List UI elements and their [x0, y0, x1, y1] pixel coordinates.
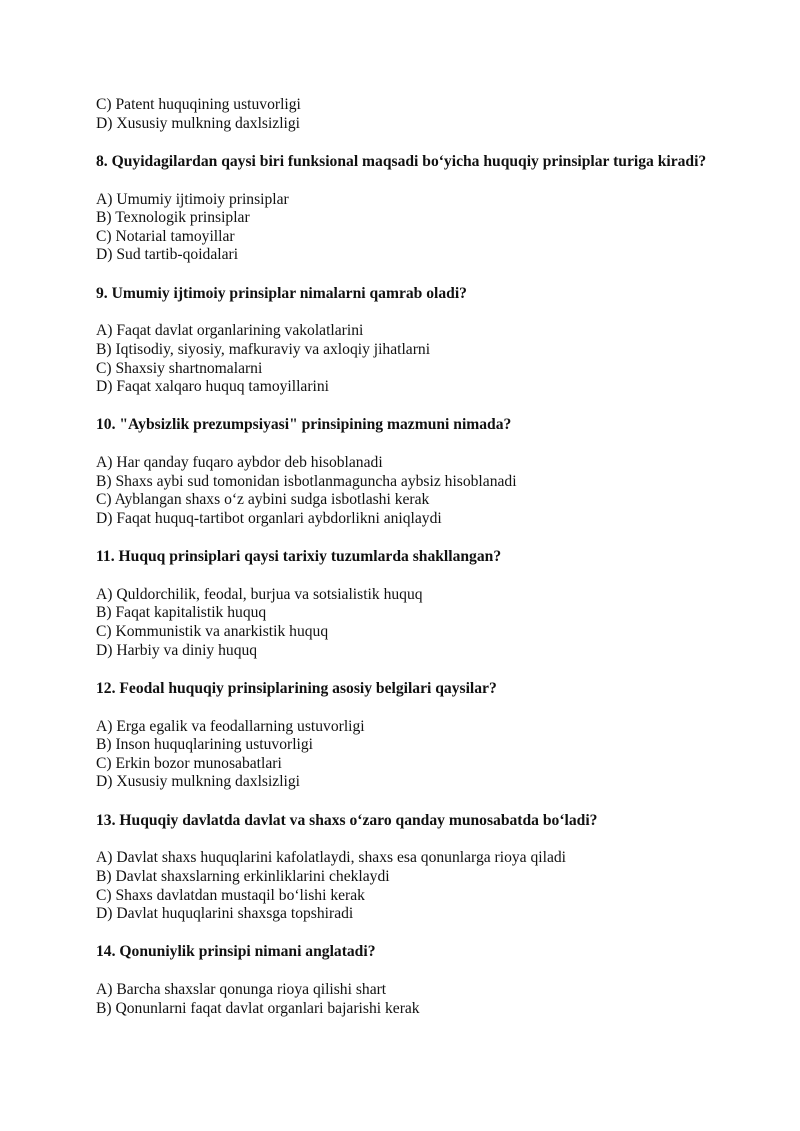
- answer-option: C) Kommunistik va anarkistik huquq: [96, 623, 329, 641]
- question-12: [96, 679, 716, 792]
- answer-option: A) Erga egalik va feodallarning ustuvorligi: [96, 717, 365, 735]
- answer-option: A) Barcha shaxslar qonunga rioya qilishi shart: [96, 981, 387, 999]
- question-14: [96, 942, 716, 1018]
- question-title: 13. Huquqiy davlatda davlat va shaxs o‘zaro qanday munosabatda bo‘ladi?: [96, 811, 598, 829]
- answer-option: A) Davlat shaxs huquqlarini kafolatlaydi, shaxs esa qonunlarga rioya qiladi: [96, 849, 567, 867]
- question-title: 14. Qonuniylik prinsipi nimani anglatadi?: [96, 943, 376, 961]
- question-title: 9. Umumiy ijtimoiy prinsiplar nimalarni qamrab oladi?: [96, 284, 467, 302]
- answer-option: D) Davlat huquqlarini shaxsga topshiradi: [96, 905, 354, 923]
- answer-option: B) Iqtisodiy, siyosiy, mafkuraviy va axloqiy jihatlarni: [96, 340, 431, 358]
- answer-options: [96, 191, 716, 265]
- answer-option: B) Faqat kapitalistik huquq: [96, 604, 267, 622]
- answer-option: D) Harbiy va diniy huquq: [96, 641, 258, 659]
- answer-option: D) Faqat huquq-tartibot organlari aybdorlikni aniqlaydi: [96, 509, 442, 527]
- document-page: [96, 96, 716, 1018]
- question-13: [96, 811, 716, 924]
- answer-options: [96, 849, 716, 923]
- answer-option: A) Faqat davlat organlarining vakolatlarini: [96, 322, 364, 340]
- answer-option: B) Davlat shaxslarning erkinliklarini cheklaydi: [96, 868, 390, 885]
- answer-option: C) Notarial tamoyillar: [96, 227, 235, 245]
- answer-options: [96, 718, 716, 792]
- question-title: 8. Quyidagilardan qaysi biri funksional maqsadi bo‘yicha huquqiy prinsiplar turiga kiradi?: [96, 152, 707, 170]
- question-9: [96, 284, 716, 397]
- answer-option: A) Quldorchilik, feodal, burjua va sotsialistik huquq: [96, 585, 423, 603]
- question-title: 12. Feodal huquqiy prinsiplarining asosiy belgilari qaysilar?: [96, 679, 497, 697]
- question-title: 10. "Aybsizlik prezumpsiyasi" prinsipining mazmuni nimada?: [96, 416, 512, 434]
- question-11: [96, 547, 716, 660]
- carried-over-options: [96, 96, 716, 133]
- question-title: 11. Huquq prinsiplari qaysi tarixiy tuzumlarda shakllangan?: [96, 548, 502, 566]
- question-8: [96, 152, 716, 265]
- question-10: [96, 415, 716, 528]
- answer-option: B) Qonunlarni faqat davlat organlari bajarishi kerak: [96, 999, 420, 1017]
- answer-option: C) Patent huquqining ustuvorligi: [96, 96, 301, 113]
- answer-option: A) Umumiy ijtimoiy prinsiplar: [96, 190, 289, 208]
- answer-option: B) Texnologik prinsiplar: [96, 209, 250, 227]
- answer-option: D) Sud tartib-qoidalari: [96, 246, 239, 264]
- answer-options: [96, 586, 716, 660]
- answer-option: C) Ayblangan shaxs o‘z aybini sudga isbotlashi kerak: [96, 491, 430, 509]
- answer-option: D) Faqat xalqaro huquq tamoyillarini: [96, 378, 329, 396]
- answer-option: A) Har qanday fuqaro aybdor deb hisoblanadi: [96, 454, 383, 472]
- answer-option: D) Xususiy mulkning daxlsizligi: [96, 773, 301, 791]
- answer-options: [96, 454, 716, 528]
- answer-options: [96, 322, 716, 396]
- answer-options: [96, 981, 716, 1018]
- answer-option: D) Xususiy mulkning daxlsizligi: [96, 114, 301, 132]
- answer-option: B) Inson huquqlarining ustuvorligi: [96, 736, 314, 754]
- answer-option: C) Shaxs davlatdan mustaqil bo‘lishi kerak: [96, 886, 365, 904]
- answer-option: C) Shaxsiy shartnomalarni: [96, 359, 263, 377]
- answer-option: C) Erkin bozor munosabatlari: [96, 754, 282, 772]
- answer-option: B) Shaxs aybi sud tomonidan isbotlanmaguncha aybsiz hisoblanadi: [96, 472, 517, 490]
